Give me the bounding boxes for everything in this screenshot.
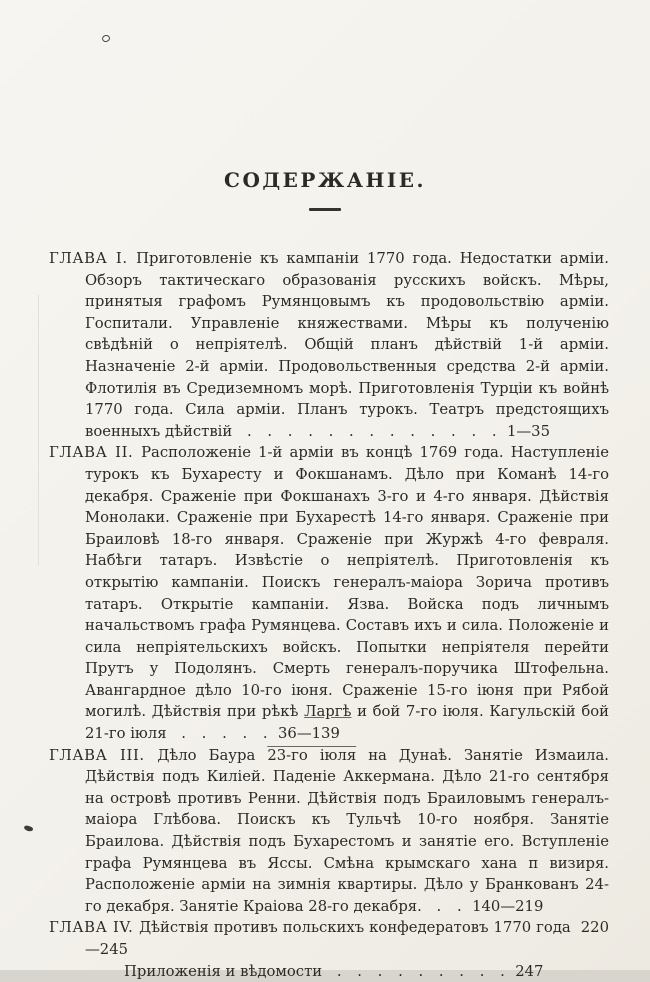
entry-text: Расположеніе 1-й арміи въ концѣ 1769 года. Наступленіе турокъ къ Бухаресту и Фокшанамъ. Дѣло при Команѣ 14-го декабря. Сраженіе при Фокшанахъ 3-го и 4-го января. Дѣйствія Монолаки. Сраженіе при Бухарестѣ 14-го января. Сраженіе при Браиловѣ 18-го января. Сраженіе при Журжѣ 4-го февраля. Набѣги татаръ. Извѣстіе о непріятелѣ. Приготовленія къ открытію кампаніи. Поискъ генералъ-маіора Зорича противъ татаръ. Открытіе кампаніи. Язва. Войска подъ личнымъ начальствомъ графа Румянцева. Составъ ихъ и сила. Положеніе и сила непріятельскихъ войскъ. Попытки непріятеля перейти Прутъ у Подолянъ. Смерть генералъ-поручика Штофельна. Авангардное дѣло 10-го іюня. Сраженіе 15-го іюня при Рябой могилѣ. Дѣйствія при рѣкѣ xyxy=(85,444,609,721)
entry-text: Ларгѣ xyxy=(304,703,352,721)
dot-leader: . . . . . . . . . xyxy=(322,962,506,980)
toc-entry xyxy=(49,745,609,918)
toc-entry xyxy=(49,961,609,982)
chapter-label: ГЛАВА III. xyxy=(49,746,158,764)
page-range: 247 xyxy=(505,962,544,980)
scan-artifact xyxy=(23,825,33,833)
dot-leader: . . . . . xyxy=(166,725,269,743)
page-range: 140—219 xyxy=(462,897,544,915)
toc-entries xyxy=(49,248,609,982)
dot-leader: . . xyxy=(421,897,463,915)
page-range: 36—139 xyxy=(268,725,340,743)
chapter-label: ГЛАВА I. xyxy=(49,250,137,267)
entry-text: на Дунаѣ. Занятіе Измаила. Дѣйствія подъ Киліей. Паденіе Аккермана. Дѣло 21-го сентября на островѣ противъ Ренни. Дѣйствія подъ Браиловымъ генералъ-маіора Глѣбова. Поискъ къ Тульчѣ 10-го ноября. Занятіе Браилова. Дѣйствія подъ Бухарестомъ и занятіе его. Вступленіе графа Румянцева въ Яссы. Смѣна крымскаго хана п визиря. Расположеніе арміи на зимнія квартиры. Дѣло у Бранкованъ 24-го декабря. Занятіе Краіова 28-го декабря. xyxy=(85,746,609,915)
page-range: 1—35 xyxy=(497,422,551,440)
entry-text: Приложенія и вѣдомости xyxy=(124,962,323,980)
dot-leader: . . . . . . . . . . . . . xyxy=(232,422,498,440)
entry-text: Дѣло Баура xyxy=(157,746,268,764)
entry-text: Приготовленіе къ кампаніи 1770 года. Недостатки арміи. Обзоръ тактическаго образованія русскихъ войскъ. Мѣры, принятыя графомъ Румянцовымъ къ продовольствію арміи. Госпитали. Управленіе княжествами. Мѣры къ полученію свѣдѣній о непріятелѣ. Общій планъ дѣйствій 1-й арміи. Назначеніе 2-й арміи. Продовольственныя средства 2-й арміи. Флотилія въ Средиземномъ морѣ. Приготовленія Турціи къ войнѣ 1770 года. Сила арміи. Планъ турокъ. Театръ предстоящихъ военныхъ дѣйствій xyxy=(85,250,609,440)
scan-fold-line xyxy=(38,295,39,565)
entry-text: 23-го іюля xyxy=(267,746,357,764)
chapter-label: ГЛАВА IV. xyxy=(49,919,140,937)
toc-entry xyxy=(49,248,609,442)
entry-text: Дѣйствія противъ польскихъ конфедератовъ 1770 года xyxy=(139,919,571,937)
toc-entry xyxy=(49,442,609,744)
entry-text: и бой 7-го іюля. Кагульскій бой 21-го іюля xyxy=(85,703,609,743)
toc-entry xyxy=(49,917,609,960)
chapter-label: ГЛАВА II. xyxy=(49,444,142,462)
page-range: 220—245 xyxy=(85,919,609,958)
title-rule xyxy=(309,208,341,211)
page-title: СОДЕРЖАНІЕ. xyxy=(224,168,426,192)
